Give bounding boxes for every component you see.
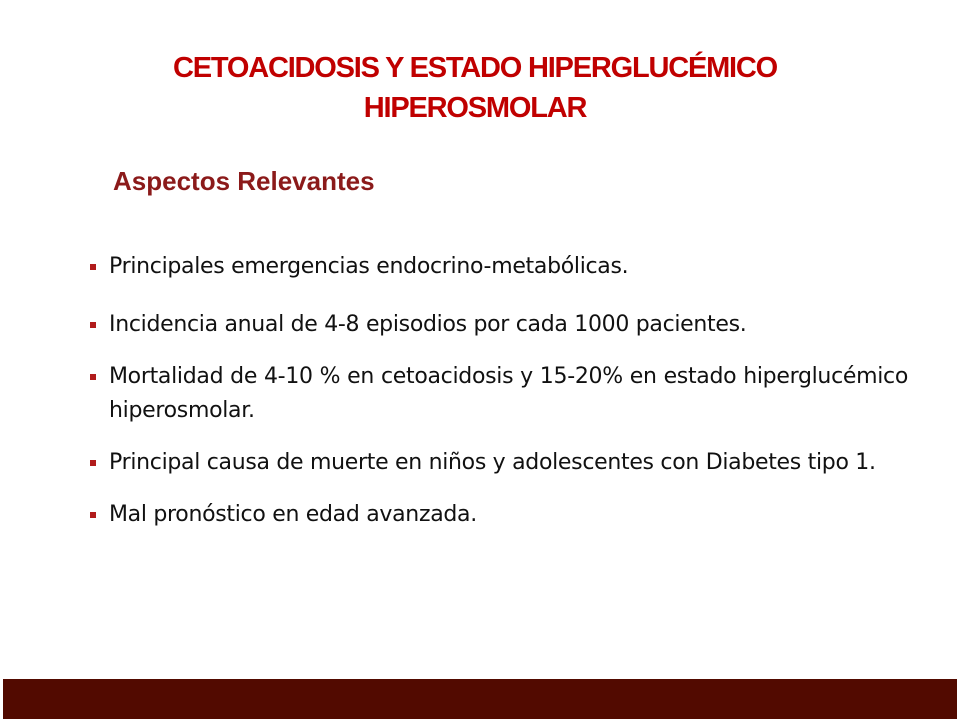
slide-title-line-1: CETOACIDOSIS Y ESTADO HIPERGLUCÉMICO: [172, 52, 778, 84]
bullet-item: [88, 308, 908, 342]
bullet-item: [88, 498, 908, 532]
bullet-text: Mal pronóstico en edad avanzada.: [109, 502, 477, 527]
bullet-list: [88, 250, 908, 532]
square-bullet-icon: [90, 322, 96, 328]
bullet-text: Principal causa de muerte en niños y adolescentes con Diabetes tipo 1.: [109, 450, 876, 475]
footer-bar: [3, 679, 957, 719]
bullet-item: [88, 446, 908, 480]
slide-title-line-2: HIPEROSMOLAR: [363, 92, 587, 124]
slide-subtitle: Aspectos Relevantes: [113, 166, 375, 196]
slide-title: [0, 48, 950, 128]
bullet-item: [88, 360, 908, 428]
bullet-text: Principales emergencias endocrino-metabólicas.: [109, 254, 629, 279]
bullet-item: [88, 250, 908, 284]
square-bullet-icon: [90, 460, 96, 466]
square-bullet-icon: [90, 374, 96, 380]
bullet-text: Mortalidad de 4-10 % en cetoacidosis y 15-20% en estado hiperglucémico hiperosmolar.: [109, 364, 908, 423]
bullet-text: Incidencia anual de 4-8 episodios por cada 1000 pacientes.: [109, 312, 747, 337]
square-bullet-icon: [90, 264, 96, 270]
square-bullet-icon: [90, 512, 96, 518]
